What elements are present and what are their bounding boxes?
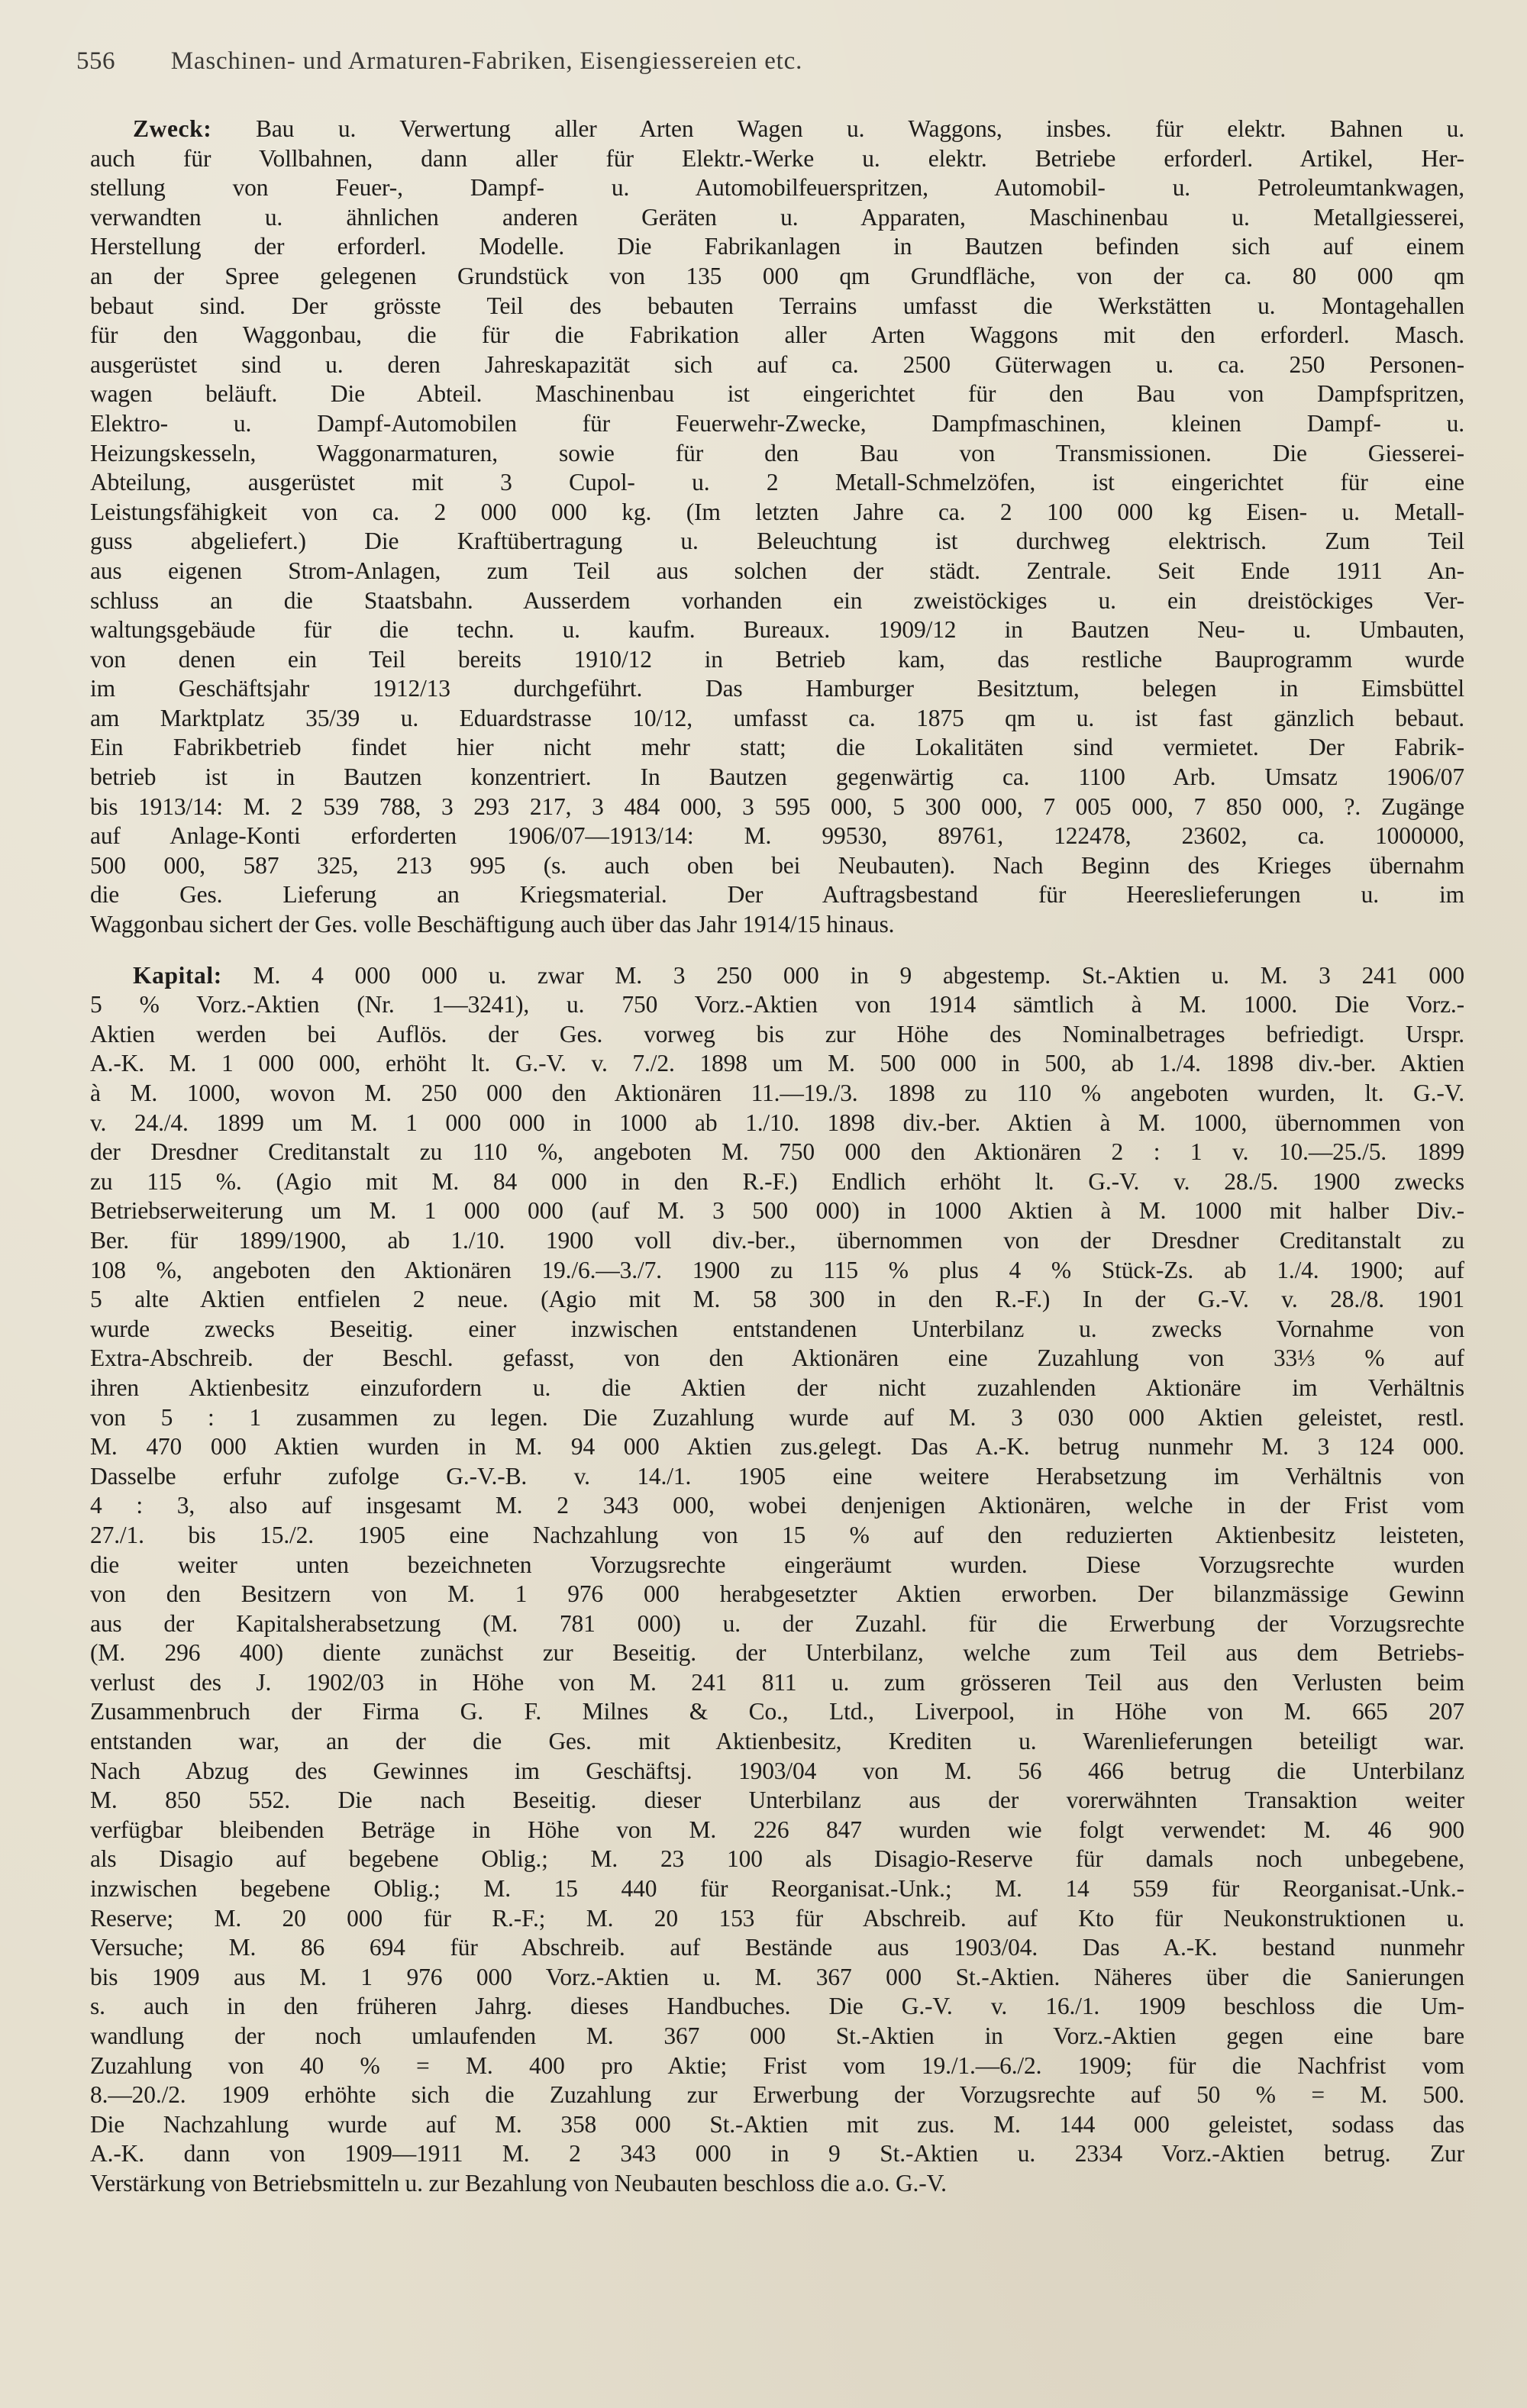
line-text: am Marktplatz 35/39 u. Eduardstrasse 10/12, umfasst ca. 1875 qm u. ist fast gänzlich bebaut. — [90, 704, 1464, 731]
text-line — [90, 115, 1464, 144]
line-text: 27./1. bis 15./2. 1905 eine Nachzahlung von 15 % auf den reduzierten Aktienbesitz leisteten, — [90, 1521, 1464, 1548]
text-line — [90, 1638, 1464, 1668]
section-lead: Kapital: — [133, 961, 222, 989]
text-line — [90, 409, 1464, 439]
text-line — [90, 990, 1464, 1020]
text-line — [90, 173, 1464, 203]
text-line — [90, 910, 1464, 940]
text-line — [90, 232, 1464, 262]
text-line — [90, 527, 1464, 557]
text-line — [90, 821, 1464, 851]
line-text: ihren Aktienbesitz einzufordern u. die Aktien der nicht zuzahlenden Aktionäre im Verhältnis — [90, 1373, 1464, 1401]
text-line — [90, 1020, 1464, 1050]
text-line — [90, 1138, 1464, 1167]
running-head — [76, 47, 1222, 93]
text-line — [90, 2169, 1464, 2199]
text-line — [90, 557, 1464, 586]
line-text: an der Spree gelegenen Grundstück von 135 000 qm Grundfläche, von der ca. 80 000 qm — [90, 262, 1464, 289]
line-text: als Disagio auf begebene Oblig.; M. 23 100 als Disagio-Reserve für damals noch unbegebene, — [90, 1845, 1464, 1873]
text-line — [90, 880, 1464, 910]
line-text: Ein Fabrikbetrieb findet hier nicht mehr statt; die Lokalitäten sind vermietet. Der Fabrik- — [90, 734, 1464, 761]
text-line — [90, 1786, 1464, 1816]
text-line — [90, 1256, 1464, 1286]
page-number: 556 — [76, 47, 115, 75]
text-line — [90, 586, 1464, 616]
text-line — [90, 1344, 1464, 1373]
line-text: Zusammenbruch der Firma G. F. Milnes & Co., Ltd., Liverpool, in Höhe von M. 665 207 — [90, 1698, 1464, 1725]
line-text: Verstärkung von Betriebsmitteln u. zur Bezahlung von Neubauten beschloss die a.o. G.-V. — [90, 2169, 947, 2197]
line-text: Die Nachzahlung wurde auf M. 358 000 St.-Aktien mit zus. M. 144 000 geleistet, sodass das — [90, 2110, 1464, 2138]
text-line — [90, 203, 1464, 233]
text-line — [90, 851, 1464, 881]
text-line — [90, 1845, 1464, 1874]
line-text: betrieb ist in Bautzen konzentriert. In Bautzen gegenwärtig ca. 1100 Arb. Umsatz 1906/07 — [90, 763, 1464, 791]
line-text: 108 %, angeboten den Aktionären 19./6.—3./7. 1900 zu 115 % plus 4 % Stück-Zs. ab 1./4. 1900; auf — [90, 1256, 1464, 1283]
line-text: schluss an die Staatsbahn. Ausserdem vorhanden ein zweistöckiges u. ein dreistöckiges Ver- — [90, 586, 1464, 614]
text-line — [90, 2022, 1464, 2051]
text-line — [90, 2110, 1464, 2140]
text-line — [90, 350, 1464, 380]
line-text: inzwischen begebene Oblig.; M. 15 440 für Reorganisat.-Unk.; M. 14 559 für Reorganisat.-Unk.- — [90, 1875, 1464, 1903]
line-text: Extra-Abschreib. der Beschl. gefasst, von den Aktionären eine Zuzahlung von 33⅓ % auf — [90, 1344, 1464, 1372]
running-title: Maschinen- und Armaturen-Fabriken, Eisengiessereien etc. — [170, 47, 803, 75]
line-text: aus der Kapitalsherabsetzung (M. 781 000) u. der Zuzahl. für die Erwerbung der Vorzugsrechte — [90, 1609, 1464, 1637]
text-line — [90, 1049, 1464, 1079]
text-line — [90, 1609, 1464, 1639]
text-line — [90, 1432, 1464, 1462]
line-text: Zuzahlung von 40 % = M. 400 pro Aktie; Frist vom 19./1.—6./2. 1909; für die Nachfrist vom — [90, 2051, 1464, 2079]
line-text: Aktien werden bei Auflös. der Ges. vorweg bis zur Höhe des Nominalbetrages befriedigt. Urspr. — [90, 1020, 1464, 1047]
text-line — [90, 1668, 1464, 1698]
text-line — [90, 763, 1464, 792]
line-text: Nach Abzug des Gewinnes im Geschäftsj. 1903/04 von M. 56 466 betrug die Unterbilanz — [90, 1757, 1464, 1784]
line-text: Betriebserweiterung um M. 1 000 000 (auf M. 3 500 000) in 1000 Aktien à M. 1000 mit halber Div.- — [90, 1197, 1464, 1225]
line-text: wurde zwecks Beseitig. einer inzwischen entstandenen Unterbilanz u. zwecks Vornahme von — [90, 1315, 1464, 1342]
text-line — [90, 1933, 1464, 1963]
line-text: auf Anlage-Konti erforderten 1906/07—1913/14: M. 99530, 89761, 122478, 23602, ca. 1000000, — [90, 822, 1464, 850]
section-gap — [90, 940, 1464, 961]
section-lead: Zweck: — [133, 115, 212, 142]
line-text: von 5 : 1 zusammen zu legen. Die Zuzahlung wurde auf M. 3 030 000 Aktien geleistet, restl. — [90, 1403, 1464, 1431]
line-text: Ber. für 1899/1900, ab 1./10. 1900 voll div.-ber., übernommen von der Dresdner Creditanstalt zu — [90, 1226, 1464, 1254]
text-line — [90, 1551, 1464, 1580]
line-text: bis 1913/14: M. 2 539 788, 3 293 217, 3 484 000, 3 595 000, 5 300 000, 7 005 000, 7 850 000, ?. Zugänge — [90, 792, 1464, 820]
line-text: verfügbar bleibenden Beträge in Höhe von M. 226 847 wurden wie folgt verwendet: M. 46 900 — [90, 1816, 1464, 1843]
line-text: à M. 1000, wovon M. 250 000 den Aktionären 11.—19./3. 1898 zu 110 % angeboten wurden, lt. G.-V. — [90, 1080, 1464, 1106]
text-line — [90, 1757, 1464, 1787]
text-line — [90, 1816, 1464, 1845]
text-line — [90, 645, 1464, 675]
text-line — [90, 1373, 1464, 1403]
line-text: 8.—20./2. 1909 erhöhte sich die Zuzahlung zur Erwerbung der Vorzugsrechte auf 50 % = M. 500. — [90, 2081, 1464, 2109]
text-line — [90, 1109, 1464, 1138]
text-line — [90, 1727, 1464, 1757]
line-text: waltungsgebäude für die techn. u. kaufm. Bureaux. 1909/12 in Bautzen Neu- u. Umbauten, — [90, 616, 1464, 644]
text-line — [90, 704, 1464, 734]
line-text: Bau u. Verwertung aller Arten Wagen u. Waggons, insbes. für elektr. Bahnen u. — [255, 115, 1464, 142]
line-text: s. auch in den früheren Jahrg. dieses Handbuches. Die G.-V. v. 16./1. 1909 beschloss die Um- — [90, 1993, 1464, 2020]
text-line — [90, 674, 1464, 704]
line-text: für den Waggonbau, die für die Fabrikation aller Arten Waggons mit den erforderl. Masch. — [90, 321, 1464, 349]
line-text: 500 000, 587 325, 213 995 (s. auch oben bei Neubauten). Nach Beginn des Krieges übernahm — [90, 851, 1464, 879]
line-text: (M. 296 400) diente zunächst zur Beseitig. der Unterbilanz, welche zum Teil aus dem Betriebs- — [90, 1639, 1464, 1667]
text-line — [90, 1521, 1464, 1551]
text-line — [90, 1315, 1464, 1344]
line-text: ausgerüstet sind u. deren Jahreskapazität sich auf ca. 2500 Güterwagen u. ca. 250 Personen- — [90, 350, 1464, 378]
line-text: auch für Vollbahnen, dann aller für Elektr.-Werke u. elektr. Betriebe erforderl. Artikel, Her- — [90, 144, 1464, 172]
line-text: wandlung der noch umlaufenden M. 367 000 St.-Aktien in Vorz.-Aktien gegen eine bare — [90, 2022, 1464, 2049]
text-line — [90, 792, 1464, 822]
text-line — [90, 1079, 1464, 1109]
text-line — [90, 1285, 1464, 1315]
line-text: Versuche; M. 86 694 für Abschreib. auf Bestände aus 1903/04. Das A.-K. bestand nunmehr — [90, 1934, 1464, 1961]
text-line — [90, 1167, 1464, 1197]
line-text: bebaut sind. Der grösste Teil des bebauten Terrains umfasst die Werkstätten u. Montagehallen — [90, 292, 1464, 319]
text-line — [90, 733, 1464, 763]
text-line — [90, 439, 1464, 469]
line-text: Heizungskesseln, Waggonarmaturen, sowie für den Bau von Transmissionen. Die Giesserei- — [90, 439, 1464, 466]
line-text: 5 % Vorz.-Aktien (Nr. 1—3241), u. 750 Vorz.-Aktien von 1914 sämtlich à M. 1000. Die Vorz.- — [90, 991, 1464, 1018]
line-text: M. 4 000 000 u. zwar M. 3 250 000 in 9 abgestemp. St.-Aktien u. M. 3 241 000 — [253, 961, 1464, 989]
text-line — [90, 1462, 1464, 1492]
line-text: A.-K. M. 1 000 000, erhöht lt. G.-V. v. 7./2. 1898 um M. 500 000 in 500, ab 1./4. 1898 div.-ber. Aktien — [90, 1050, 1464, 1077]
line-text: entstanden war, an der die Ges. mit Aktienbesitz, Krediten u. Warenlieferungen beteiligt war. — [90, 1728, 1464, 1755]
text-line — [90, 2080, 1464, 2110]
line-text: wagen beläuft. Die Abteil. Maschinenbau ist eingerichtet für den Bau von Dampfspritzen, — [90, 380, 1464, 408]
line-text: der Dresdner Creditanstalt zu 110 %, angeboten M. 750 000 den Aktionären 2 : 1 v. 10.—25./5. 1899 — [90, 1138, 1464, 1166]
line-text: von den Besitzern von M. 1 976 000 herabgesetzter Aktien erworben. Der bilanzmässige Gewinn — [90, 1580, 1464, 1608]
text-line — [90, 1963, 1464, 1993]
line-text: Leistungsfähigkeit von ca. 2 000 000 kg. (Im letzten Jahre ca. 2 100 000 kg Eisen- u. Metall- — [90, 498, 1464, 525]
line-text: Abteilung, ausgerüstet mit 3 Cupol- u. 2 Metall-Schmelzöfen, ist eingerichtet für eine — [90, 469, 1464, 496]
line-text: verwandten u. ähnlichen anderen Geräten u. Apparaten, Maschinenbau u. Metallgiesserei, — [90, 203, 1464, 231]
line-text: die weiter unten bezeichneten Vorzugsrechte eingeräumt wurden. Diese Vorzugsrechte wurden — [90, 1551, 1464, 1578]
text-line — [90, 1491, 1464, 1521]
line-text: im Geschäftsjahr 1912/13 durchgeführt. Das Hamburger Besitztum, belegen in Eimsbüttel — [90, 675, 1464, 702]
text-line — [90, 262, 1464, 292]
text-line — [90, 468, 1464, 498]
text-line — [90, 498, 1464, 528]
text-line — [90, 1580, 1464, 1609]
line-text: verlust des J. 1902/03 in Höhe von M. 241 811 u. zum grösseren Teil aus den Verlusten beim — [90, 1668, 1464, 1696]
section-zweck — [90, 115, 1464, 940]
text-line — [90, 1992, 1464, 2022]
line-text: Herstellung der erforderl. Modelle. Die Fabrikanlagen in Bautzen befinden sich auf einem — [90, 233, 1464, 260]
line-text: die Ges. Lieferung an Kriegsmaterial. Der Auftragsbestand für Heereslieferungen u. im — [90, 881, 1464, 909]
body-text — [90, 115, 1464, 2390]
line-text: bis 1909 aus M. 1 976 000 Vorz.-Aktien u. M. 367 000 St.-Aktien. Näheres über die Sanierungen — [90, 1963, 1464, 1990]
text-line — [90, 1403, 1464, 1433]
line-text: A.-K. dann von 1909—1911 M. 2 343 000 in 9 St.-Aktien u. 2334 Vorz.-Aktien betrug. Zur — [90, 2140, 1464, 2168]
text-line — [90, 2139, 1464, 2169]
line-text: Waggonbau sichert der Ges. volle Beschäftigung auch über das Jahr 1914/15 hinaus. — [90, 911, 895, 938]
text-line — [90, 292, 1464, 321]
line-text: guss abgeliefert.) Die Kraftübertragung u. Beleuchtung ist durchweg elektrisch. Zum Teil — [90, 528, 1464, 555]
text-line — [90, 1196, 1464, 1226]
text-line — [90, 1697, 1464, 1727]
text-line — [90, 321, 1464, 350]
text-line — [90, 615, 1464, 645]
line-text: 5 alte Aktien entfielen 2 neue. (Agio mit M. 58 300 in den R.-F.) In der G.-V. v. 28./8. 1901 — [90, 1286, 1464, 1313]
line-text: Reserve; M. 20 000 für R.-F.; M. 20 153 für Abschreib. auf Kto für Neukonstruktionen u. — [90, 1904, 1464, 1932]
text-line — [90, 379, 1464, 409]
line-text: stellung von Feuer-, Dampf- u. Automobilfeuerspritzen, Automobil- u. Petroleumtankwagen, — [90, 174, 1464, 202]
text-line — [90, 1874, 1464, 1904]
section-kapital — [90, 961, 1464, 2199]
line-text: Elektro- u. Dampf-Automobilen für Feuerwehr-Zwecke, Dampfmaschinen, kleinen Dampf- u. — [90, 409, 1464, 437]
line-text: M. 470 000 Aktien wurden in M. 94 000 Aktien zus.gelegt. Das A.-K. betrug nunmehr M. 3 124 000. — [90, 1433, 1464, 1461]
text-line — [90, 144, 1464, 174]
text-line — [90, 1904, 1464, 1934]
text-line — [90, 1226, 1464, 1256]
line-text: v. 24./4. 1899 um M. 1 000 000 in 1000 ab 1./10. 1898 div.-ber. Aktien à M. 1000, übernommen von — [90, 1109, 1464, 1136]
line-text: M. 850 552. Die nach Beseitig. dieser Unterbilanz aus der vorerwähnten Transaktion weiter — [90, 1787, 1464, 1814]
text-line — [90, 2051, 1464, 2081]
line-text: aus eigenen Strom-Anlagen, zum Teil aus solchen der städt. Zentrale. Seit Ende 1911 An- — [90, 557, 1464, 584]
line-text: Dasselbe erfuhr zufolge G.-V.-B. v. 14./1. 1905 eine weitere Herabsetzung im Verhältnis von — [90, 1462, 1464, 1490]
line-text: zu 115 %. (Agio mit M. 84 000 in den R.-F.) Endlich erhöht lt. G.-V. v. 28./5. 1900 zwecks — [90, 1167, 1464, 1195]
line-text: von denen ein Teil bereits 1910/12 in Betrieb kam, das restliche Bauprogramm wurde — [90, 645, 1464, 673]
line-text: 4 : 3, also auf insgesamt M. 2 343 000, wobei denjenigen Aktionären, welche in der Frist vom — [90, 1492, 1464, 1519]
text-line — [90, 961, 1464, 991]
